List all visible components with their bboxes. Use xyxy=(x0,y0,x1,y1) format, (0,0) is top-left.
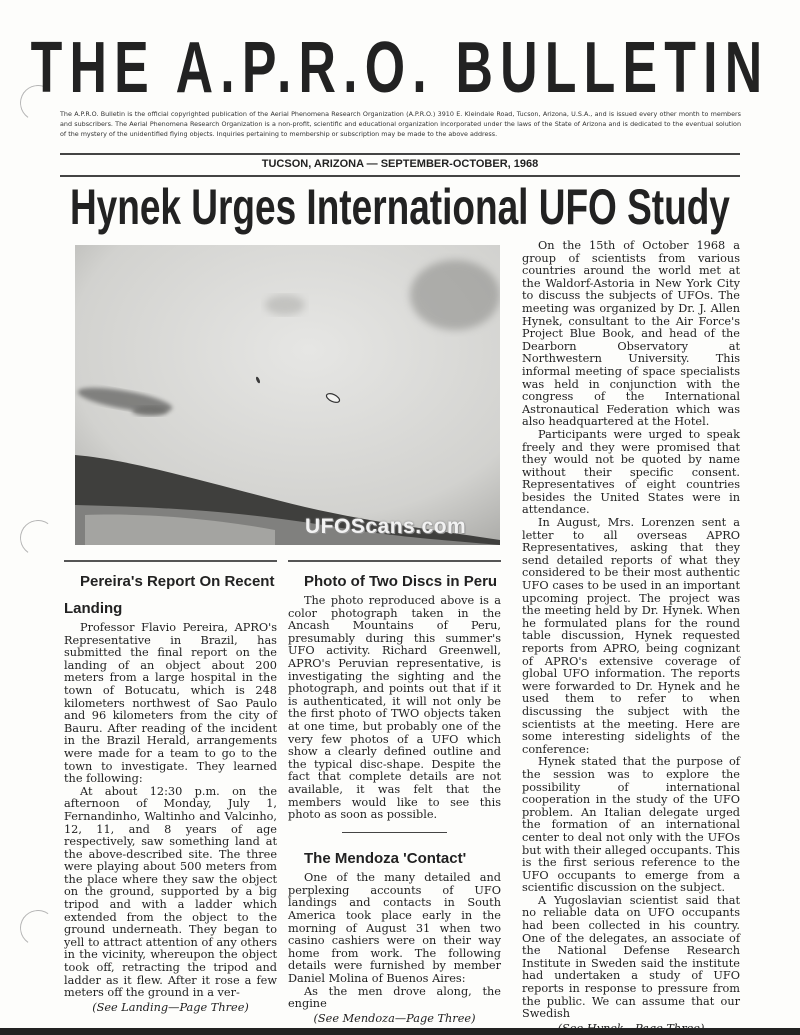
article-paragraph: The photo reproduced above is a color photograph taken in the Ancash Mountains of Peru, presumably during this summer's UFO activity. Richard Greenwell, APRO's Peruvian representative, is investigating the sighting and the photograph, and points out that if it is authenticated, it will not only be the first photo of TWO objects taken at one time, but probably one of the very few photos of a UFO which show a clearly defined outline and the typical disc-shape. Despite the fact that complete details are not available, it was felt that the members would like to see this photo as soon as possible. xyxy=(288,594,501,822)
headline-container xyxy=(0,178,800,238)
dark-cloud xyxy=(132,406,168,416)
article-title: Photo of Two Discs in Peru xyxy=(304,573,498,590)
article-pereira xyxy=(64,568,277,1014)
divider xyxy=(64,560,277,562)
continuation-note: (See Mendoza—Page Three) xyxy=(313,1011,476,1025)
cloud xyxy=(265,295,305,315)
article-paragraph: One of the many detailed and perplexing accounts of UFO landings and contacts in South America took place early in the morning of August 31 when two casino cashiers were on their way home from work. The following details were furnished by member Daniel Molina of Buenos Aires: xyxy=(288,871,501,985)
article-paragraph: At about 12:30 p.m. on the afternoon of Monday, July 1, Fernandinho, Waltinho and Valcinho, 12, 11, and 8 years of age respectively, saw something land at the above-described site. The three were playing about 500 meters from the place where they saw the object on the ground, supported by a big tripod and with a ladder which extended from the object to the ground underneath. They began to yell to attract attention of any others in the vicinity, whereupon the object took off, retracting the tripod and ladder as it flew. After it rose a few meters off the ground in a ver- xyxy=(64,784,277,1000)
masthead-title: THE A.P.R.O. BULLETIN xyxy=(30,28,770,108)
article-paragraph: In August, Mrs. Lorenzen sent a letter to all overseas APRO Representatives, asking that they send detailed reports of what they considered to be their most authentic UFO cases to be used in an important upcoming project. The project was the meeting held by Dr. Hynek. When he formulated plans for the round table discussion, Hynek requested reports from APRO, being cognizant of APRO's extensive coverage of global UFO information. The reports were forwarded to Dr. Hynek and he used them to refer to when discussing the subject with the scientists at the meeting. Here are some interesting sidelights of the conference: xyxy=(522,516,740,756)
cloud xyxy=(410,260,500,330)
main-headline: Hynek Urges International UFO Study xyxy=(70,179,730,235)
divider xyxy=(60,153,740,155)
article-paragraph: Hynek stated that the purpose of the session was to explore the possibility of international cooperation in the study of the UFO problem. An Italian delegate urged the formation of an international center to deal not only with the UFOs but with their alleged occupants. This is the first serious reference to the UFO occupants to emerge from a scientific discussion on the subject. xyxy=(522,755,740,895)
article-hynek xyxy=(522,240,740,1035)
watermark: UFOScans.com xyxy=(305,515,467,538)
divider xyxy=(342,832,447,834)
continuation-note: (See Landing—Page Three) xyxy=(92,1000,249,1014)
photo-scene xyxy=(75,245,500,545)
article-paragraph: Professor Flavio Pereira, APRO's Representative in Brazil, has submitted the final report on the landing of an object about 200 meters from a large hospital in the town of Botucatu, which is 248 kilometers northwest of Sao Paulo and 96 kilometers from the city of Bauru. After reading of the incident in the Brazil Herald, arrangements were made for a team to go to the town to investigate. They learned the following: xyxy=(64,621,277,786)
ufo-photograph xyxy=(75,245,500,545)
punch-hole xyxy=(17,907,59,949)
article-title: Pereira's Report On Recent Landing xyxy=(64,573,275,617)
punch-hole xyxy=(17,517,59,559)
article-title: The Mendoza 'Contact' xyxy=(304,850,467,868)
article-paragraph: As the men drove along, the engine xyxy=(288,984,501,1011)
divider xyxy=(60,175,740,177)
divider xyxy=(288,560,501,562)
publication-statement: The A.P.R.O. Bulletin is the official copyrighted publication of the Aerial Phenomena Research Organization (A.P.R.O.) 3910 E. Kleindale Road, Tucson, Arizona, U.S.A., and is issued every other month to members and subscribers. The Aerial Phenomena Research Organization is a non-profit, scientific and educational organization incorporated under the laws of the State of Arizona and is dedicated to the eventual solution of the mystery of the unidentified flying objects. Inquiries pertaining to membership or subscription may be made to the above address. xyxy=(60,110,741,138)
article-paragraph: On the 15th of October 1968 a group of scientists from various countries around the world met at the Waldorf-Astoria in New York City to discuss the subjects of UFOs. The meeting was organized by Dr. J. Allen Hynek, consultant to the Air Force's Project Blue Book, and head of the Dearborn Observatory at Northwestern University. This informal meeting of space specialists was held in conjunction with the congress of the International Astronautical Federation which was also headquartered at the Hotel. xyxy=(522,239,740,429)
article-paragraph: Participants were urged to speak freely and they were promised that they would not be quoted by name without their specific consent. Representatives of eight countries besides the United States were in attendance. xyxy=(522,427,740,517)
article-paragraph: A Yugoslavian scientist said that no reliable data on UFO occupants had been collected in his country. One of the delegates, an associate of the National Defense Research Institute in Sweden said the institute had undertaken a study of UFO reports in response to pressure from the public. We can assume that our Swedish xyxy=(522,893,740,1021)
page-edge xyxy=(0,1028,800,1035)
dateline: TUCSON, ARIZONA — SEPTEMBER-OCTOBER, 1968 xyxy=(261,158,539,170)
masthead xyxy=(0,28,800,108)
article-peru-and-mendoza xyxy=(288,568,501,1025)
